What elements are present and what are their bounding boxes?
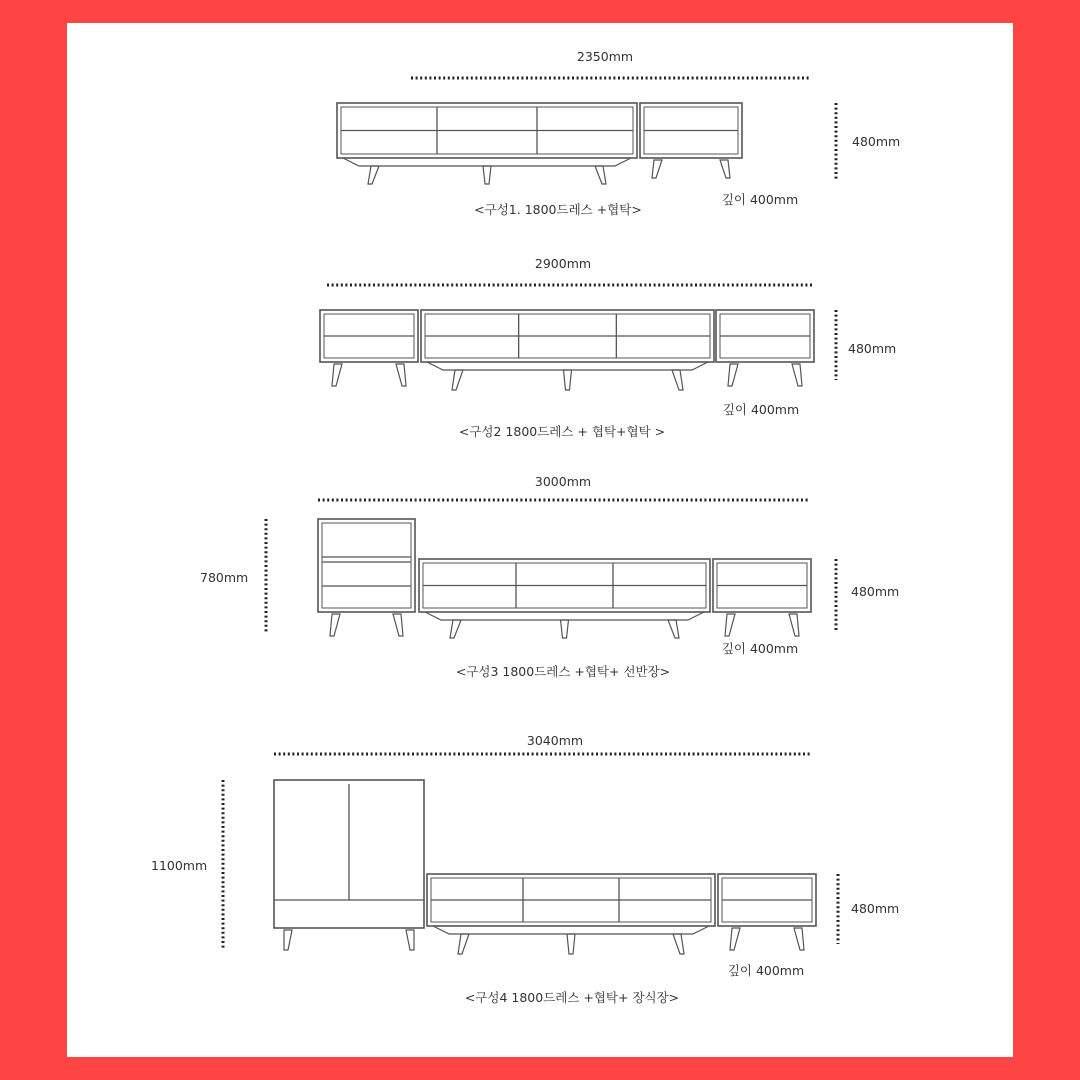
furniture-leg [672, 370, 683, 390]
furniture-leg [728, 364, 738, 386]
furniture-leg [789, 614, 799, 636]
config-1-depth-label: 깊이 400mm [721, 192, 799, 207]
furniture-leg [458, 934, 469, 954]
furniture-leg [564, 370, 572, 390]
furniture-leg [720, 160, 730, 178]
config-2-height-label: 480mm [848, 341, 897, 356]
config-4-height-label: 480mm [851, 901, 900, 916]
dresser-plinth [433, 926, 709, 934]
furniture-leg [483, 166, 491, 184]
furniture-leg [406, 930, 414, 950]
config-4-depth-label: 깊이 400mm [727, 963, 805, 978]
furniture-leg [452, 370, 463, 390]
config-1-caption: <구성1. 1800드레스 +협탁> [474, 202, 642, 217]
config-1 [474, 49, 900, 217]
furniture-leg [567, 934, 575, 954]
furniture-leg [561, 620, 569, 638]
config-1-width-label: 2350mm [576, 49, 634, 64]
config-3-width-label: 3000mm [534, 474, 592, 489]
furniture-leg [730, 928, 740, 950]
config-2-caption: <구성2 1800드레스 + 협탁+협탁 > [458, 424, 666, 439]
furniture-leg [284, 930, 292, 950]
dresser-plinth [427, 362, 708, 370]
config-3-caption: <구성3 1800드레스 +협탁+ 선반장> [455, 664, 671, 679]
furniture-leg [393, 614, 403, 636]
furniture-leg [725, 614, 735, 636]
furniture-leg [450, 620, 461, 638]
config-3-tall-label: 780mm [200, 570, 249, 585]
config-4 [151, 733, 899, 1005]
furniture-leg [794, 928, 804, 950]
furniture-leg [368, 166, 379, 184]
config-4-tall-label: 1100mm [151, 858, 208, 873]
furniture-leg [668, 620, 679, 638]
config-3-depth-label: 깊이 400mm [721, 641, 799, 656]
dresser-plinth [425, 612, 704, 620]
dresser-plinth [343, 158, 631, 166]
config-2-depth-label: 깊이 400mm [722, 402, 800, 417]
shelf-cabinet-body [318, 519, 415, 612]
config-4-width-label: 3040mm [526, 733, 584, 748]
furniture-leg [652, 160, 662, 178]
config-1-height-label: 480mm [852, 134, 901, 149]
furniture-leg [332, 364, 342, 386]
furniture-leg [673, 934, 684, 954]
config-3 [200, 474, 899, 679]
config-4-caption: <구성4 1800드레스 +협탁+ 장식장> [464, 990, 680, 1005]
config-2 [459, 256, 896, 439]
furniture-leg [792, 364, 802, 386]
furniture-leg [330, 614, 340, 636]
config-3-height-label: 480mm [851, 584, 900, 599]
furniture-leg [595, 166, 606, 184]
config-2-width-label: 2900mm [534, 256, 592, 271]
furniture-leg [396, 364, 406, 386]
shelf-cabinet-inner-frame [322, 523, 411, 608]
